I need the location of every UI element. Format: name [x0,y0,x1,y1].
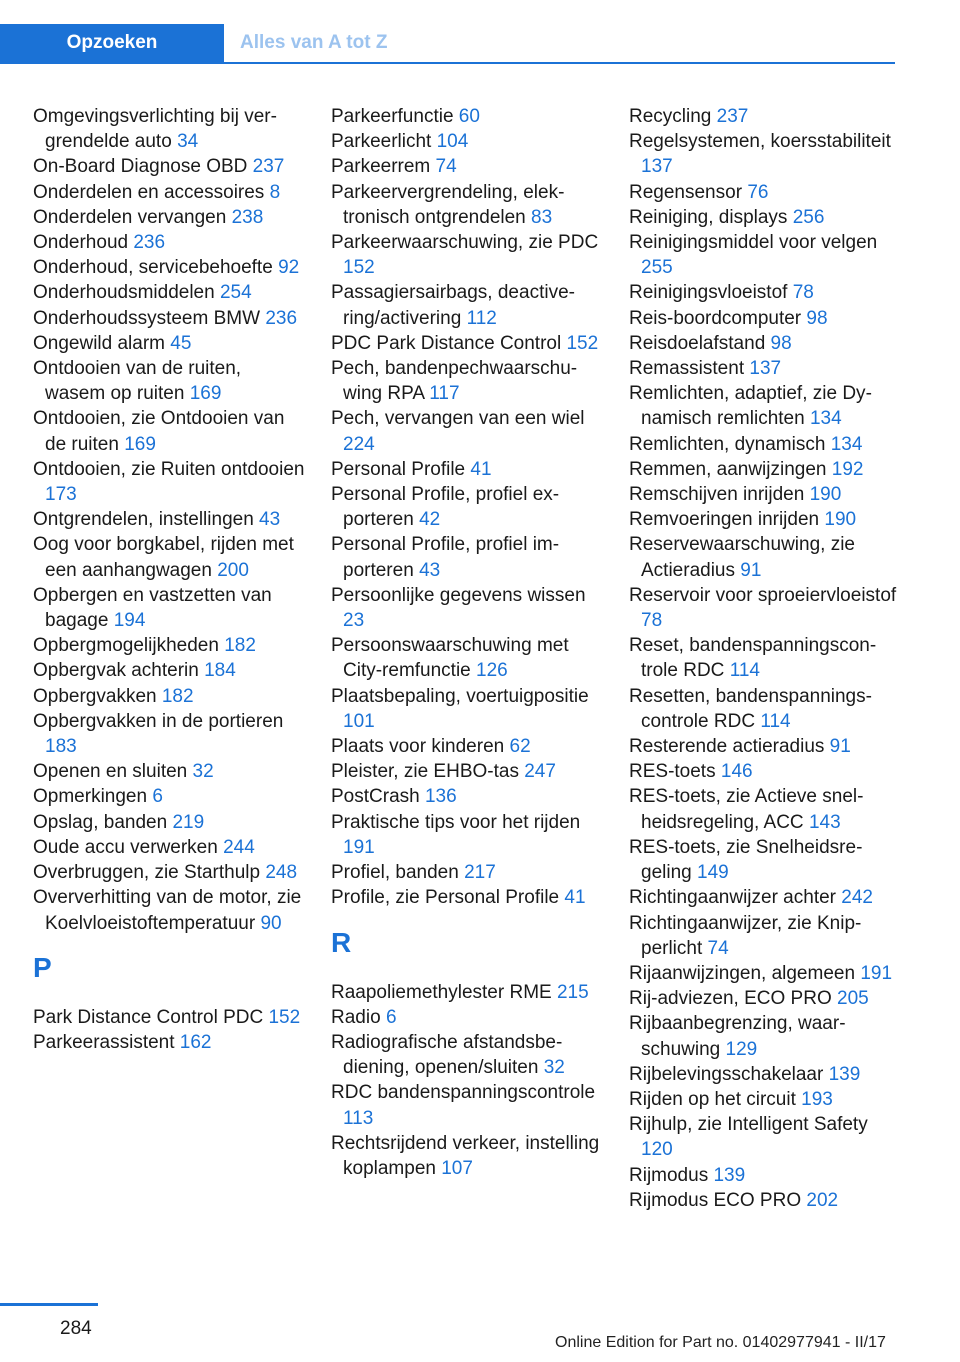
index-entry [629,835,901,885]
index-entry-term: Radiografische afstandsbediening, openen/sluiten [331,1031,563,1079]
index-entry-term: Opbergmogelijkheden [33,635,219,657]
index-page-link[interactable]: 120 [641,1139,673,1161]
index-entry [629,280,901,305]
index-page-link[interactable]: 107 [441,1157,473,1179]
index-entry-term: Ontdooien, zie Ruiten ontdooien [33,458,305,480]
index-entry [33,860,305,885]
index-entry-term: Reservewaarschuwing, zie Actieradius [629,534,855,581]
index-entry [33,406,305,456]
index-entry-term: Openen en sluiten [33,761,188,783]
index-letter-heading: P [33,951,52,983]
index-entry-term: Regelsystemen, koersstabiliteit [629,131,891,153]
index-page-link[interactable]: 137 [749,358,782,380]
index-entry-term: Richtingaanwijzer achter [629,887,836,909]
index-entry-term: Rijmodus ECO PRO [629,1189,802,1211]
index-page-link[interactable]: 114 [760,710,791,732]
index-entry [331,331,603,356]
index-page-link[interactable]: 143 [808,811,841,833]
index-entry [629,1062,901,1087]
index-page-link[interactable]: 193 [801,1088,833,1110]
index-entry-term: Personal Profile, profiel importeren [331,534,560,581]
index-entry [629,1188,901,1213]
index-entry [33,331,305,356]
index-entry-term: Plaats voor kinderen [331,736,505,758]
index-entry [33,280,305,305]
index-page-link[interactable]: 6 [385,1006,397,1028]
index-entry [629,381,901,431]
index-page-link[interactable]: 139 [713,1164,746,1186]
index-entry-term: Rijden op het circuit [629,1088,796,1110]
index-entry [331,457,603,482]
index-entry [33,180,305,205]
index-entry-term: Persoonswaarschuwing met City-remfunctie [331,635,569,682]
index-entry-term: Opbergen en vastzetten van bagage [33,584,272,632]
index-page-link[interactable]: 117 [429,383,460,405]
index-page-link[interactable]: 83 [531,206,553,228]
index-page-link[interactable]: 101 [343,710,375,732]
index-entry-term: Oog voor borgkabel, rijden met een aanhangwagen [33,534,294,581]
index-entry [629,1112,901,1162]
index-entry [33,810,305,835]
index-page-link[interactable]: 76 [747,181,769,203]
index-entry-term: Onderhoud [33,232,129,254]
index-entry-term: Reiniging, displays [629,206,788,228]
index-entry-term: Radio [331,1006,381,1028]
page-number: 284 [60,1318,92,1339]
edition-note: Online Edition for Part no. 01402977941 - II/17 [555,1334,886,1351]
index-entry [331,104,603,129]
index-entry [331,1131,603,1181]
index-page-link[interactable]: 184 [204,660,236,682]
index-page-link[interactable]: 32 [543,1057,565,1079]
index-page-link[interactable]: 137 [641,156,673,178]
index-page-link[interactable]: 247 [524,761,556,783]
index-page-link[interactable]: 43 [419,559,441,581]
index-page-link[interactable]: 113 [343,1107,374,1129]
index-entry [33,230,305,255]
index-page-link[interactable]: 34 [177,131,199,153]
index-entry [629,306,901,331]
index-page-link[interactable]: 256 [792,206,825,228]
index-page-link[interactable]: 169 [189,383,222,405]
index-entry [629,1011,901,1061]
index-entry [33,154,305,179]
index-entry-term: Rijbaanbegrenzing, waarschuwing [629,1013,846,1060]
index-page-link[interactable]: 182 [161,685,194,707]
index-entry-term: Onderhoud, servicebehoefte [33,257,273,279]
index-page-link[interactable]: 191 [343,836,375,858]
index-entry [629,331,901,356]
index-entry-term: Park Distance Control PDC [33,1006,264,1028]
index-page-link[interactable]: 91 [829,736,851,758]
index-page-link[interactable]: 114 [729,660,760,682]
index-entry [331,356,603,406]
index-entry [33,255,305,280]
index-entry-term: Profiel, banden [331,862,459,884]
index-entry-term: Reis-boordcomputer [629,307,802,329]
index-entry-term: Parkeerlicht [331,131,432,153]
index-page-link[interactable]: 134 [809,408,842,430]
index-entry [629,230,901,280]
index-page-link[interactable]: 8 [269,181,281,203]
index-entry-term: Profile, zie Personal Profile [331,887,560,909]
index-entry [33,507,305,532]
index-entry [629,180,901,205]
index-entry-term: Personal Profile, profiel exporteren [331,484,560,531]
index-entry-term: Rij-adviezen, ECO PRO [629,988,832,1010]
index-entry [629,684,901,734]
index-page-link[interactable]: 139 [828,1063,861,1085]
index-page-link[interactable]: 162 [179,1031,212,1053]
index-entry [629,759,901,784]
index-entry-term: Resterende actieradius [629,736,825,758]
index-entry [33,684,305,709]
tab-alles-van-a-tot-z[interactable]: Alles van A tot Z [240,32,388,53]
index-entry [331,406,603,456]
index-page-link[interactable]: 191 [860,962,893,984]
index-column-3 [629,104,901,1213]
index-page-link[interactable]: 74 [435,156,457,178]
index-entry [629,583,901,633]
index-entry [33,633,305,658]
index-entry [629,633,901,683]
index-entry-term: Rijaanwijzingen, algemeen [629,962,856,984]
index-page-link[interactable]: 242 [841,887,873,909]
index-page-link[interactable]: 236 [265,307,298,329]
index-page-link[interactable]: 217 [464,862,496,884]
index-entry-term: Parkeerwaarschuwing, zie PDC [331,232,599,254]
index-page-link[interactable]: 200 [217,559,249,581]
index-page-link[interactable]: 149 [697,862,729,884]
index-page-link[interactable]: 152 [343,257,375,279]
index-entry-term: Regensensor [629,181,743,203]
index-page-link[interactable]: 60 [458,106,480,127]
index-entry-term: Oververhitting van de motor, zie Koelvloeistoftemperatuur [33,887,302,934]
index-entry [331,532,603,582]
index-entry [629,532,901,582]
index-page-link[interactable]: 194 [113,610,146,632]
index-page-link[interactable]: 237 [252,156,285,178]
index-entry [33,583,305,633]
chapter-tab-bar [0,24,895,64]
index-page-link[interactable]: 112 [466,307,497,329]
index-entry-term: Pech, bandenpechwaarschuwing RPA [331,358,578,405]
index-entry-term: Onderdelen en accessoires [33,181,265,203]
index-page-link[interactable]: 202 [806,1189,839,1211]
index-entry [331,860,603,885]
index-entry [331,810,603,860]
index-page-link[interactable]: 41 [564,887,586,909]
index-entry [33,104,305,154]
index-entry [629,885,901,910]
index-entry-term: Parkeervergrendeling, elektronisch ontgrendelen [331,181,565,228]
index-entry-term: RES-toets, zie Actieve snelheidsregeling, ACC [629,786,864,833]
index-entry [33,457,305,507]
index-entry-term: Onderhoudsmiddelen [33,282,215,304]
index-page-link[interactable]: 152 [566,332,599,354]
index-entry-term: Persoonlijke gegevens wissen [331,584,586,606]
index-page-link[interactable]: 244 [223,836,255,858]
index-entry [629,507,901,532]
index-page-link[interactable]: 6 [152,786,163,808]
index-entry-term: Personal Profile [331,458,466,480]
index-entry-term: Omgevingsverlichting bij vergrendelde auto [33,106,277,153]
index-entry [331,583,603,633]
index-entry [331,980,603,1005]
index-page-link[interactable]: 23 [343,610,365,632]
index-entry-term: Reisdoelafstand [629,332,766,354]
index-entry [33,1030,305,1055]
index-entry [33,784,305,809]
index-page-link[interactable]: 254 [219,282,252,304]
index-page-link[interactable]: 90 [260,912,282,934]
index-entry-term: Praktische tips voor het rijden [331,811,581,833]
index-entry [331,1005,603,1030]
index-page-link[interactable]: 192 [831,458,864,480]
index-page-link[interactable]: 62 [509,736,531,758]
index-page-link[interactable]: 91 [740,559,762,581]
index-page-link[interactable]: 152 [268,1006,301,1028]
index-entry-term: Remschijven inrijden [629,484,805,506]
index-entry-term: Richtingaanwijzer, zie Knipperlicht [629,912,862,959]
index-page-link[interactable]: 126 [476,660,508,682]
index-entry [331,482,603,532]
index-page-link[interactable]: 224 [343,433,375,455]
index-entry-term: Rijbelevingsschakelaar [629,1063,824,1085]
index-entry-term: Opbergvakken in de portieren [33,710,284,732]
index-page-link[interactable]: 134 [830,433,863,455]
footer-rule [0,1303,98,1306]
index-entry [33,835,305,860]
index-page-link[interactable]: 41 [470,458,492,480]
index-page-link[interactable]: 169 [124,433,156,455]
index-page-link[interactable]: 236 [133,232,166,254]
index-entry-term: RDC bandenspanningscontrole [331,1082,596,1104]
index-entry-term: Remassistent [629,358,745,380]
index-entry-term: Onderdelen vervangen [33,206,227,228]
index-entry [629,784,901,834]
index-page-link[interactable]: 182 [224,635,256,657]
index-entry [629,734,901,759]
index-page-link[interactable]: 43 [259,509,281,531]
index-entry-term: Rijhulp, zie Intelligent Safety [629,1114,868,1136]
index-entry-term: Oude accu verwerken [33,836,218,858]
index-column-1 [33,104,305,1055]
index-entry-term: Opbergvak achterin [33,660,199,682]
index-entry [331,684,603,734]
index-page-link[interactable]: 190 [809,484,842,506]
index-entry-term: Reinigingsvloeistof [629,282,788,304]
index-entry [629,205,901,230]
index-page-link[interactable]: 98 [770,332,792,354]
index-entry-term: Parkeerfunctie [331,106,454,127]
index-entry-term: Raapoliemethylester RME [331,981,552,1003]
index-entry [331,633,603,683]
index-entry-term: Recycling [629,106,712,127]
index-entry [629,961,901,986]
index-page-link[interactable]: 205 [837,988,869,1010]
index-page-link[interactable]: 129 [725,1038,758,1060]
index-entry-term: PDC Park Distance Control [331,332,562,354]
index-entry [33,205,305,230]
index-column-2 [331,104,603,1181]
index-entry-term: Parkeerrem [331,156,431,178]
index-page-link[interactable]: 183 [45,736,77,758]
index-page-link[interactable]: 74 [707,937,729,959]
index-entry [629,986,901,1011]
index-entry [629,911,901,961]
index-page-link[interactable]: 255 [641,257,673,279]
index-entry-term: Resetten, bandenspanningscontrole RDC [629,685,872,732]
index-entry [331,784,603,809]
index-entry-term: Reset, bandenspanningscontrole RDC [629,635,877,682]
index-entry [331,734,603,759]
index-entry-term: Remlichten, dynamisch [629,433,826,455]
index-page-link[interactable]: 248 [265,862,298,884]
index-entry-term: Reservoir voor sproeiervloeistof [629,584,897,606]
index-page-link[interactable]: 238 [231,206,264,228]
index-entry [33,532,305,582]
index-entry [33,759,305,784]
index-page-link[interactable]: 215 [556,981,589,1003]
index-entry-term: Parkeerassistent [33,1031,175,1053]
index-page-link[interactable]: 42 [419,509,441,531]
index-entry-term: Ongewild alarm [33,332,165,354]
index-entry [629,1163,901,1188]
index-entry-term: On-Board Diagnose OBD [33,156,248,178]
index-entry-term: Overbruggen, zie Starthulp [33,862,261,884]
index-page-link[interactable]: 32 [192,761,214,783]
index-page-link[interactable]: 237 [716,106,749,127]
index-page-link[interactable]: 104 [436,131,469,153]
index-entry [33,306,305,331]
index-letter-heading: R [331,926,352,958]
index-entry-term: Reinigingsmiddel voor velgen [629,232,878,254]
index-entry-term: Remlichten, adaptief, zie Dynamisch remlichten [629,383,872,430]
index-entry-term: Opslag, banden [33,811,168,833]
index-entry [33,1005,305,1030]
index-entry [331,180,603,230]
index-entry-term: Pech, vervangen van een wiel [331,408,585,430]
index-entry-term: Remmen, aanwijzingen [629,458,827,480]
index-page-link[interactable]: 78 [792,282,814,304]
index-page-link[interactable]: 92 [278,257,300,279]
index-entry-term: Ontdooien, zie Ontdooien van de ruiten [33,408,285,455]
index-entry [331,1030,603,1080]
index-entry-term: Opbergvakken [33,685,157,707]
index-page-link[interactable]: 190 [824,509,857,531]
index-entry-term: Ontdooien van de ruiten, wasem op ruiten [33,358,242,405]
index-page-link[interactable]: 98 [806,307,828,329]
index-page-link[interactable]: 78 [641,610,663,632]
index-entry [331,154,603,179]
index-entry [331,129,603,154]
index-entry-term: Rechtsrijdend verkeer, instelling koplampen [331,1132,600,1179]
index-entry-term: RES-toets, zie Snelheidsregeling [629,836,863,884]
tab-opzoeken[interactable]: Opzoeken [0,24,224,62]
index-page-link[interactable]: 173 [45,484,77,506]
index-entry [629,457,901,482]
index-entry-term: Passagiersairbags, deactivering/activering [331,282,575,329]
index-entry [331,759,603,784]
index-entry [331,230,603,280]
index-entry-term: RES-toets [629,761,716,783]
index-entry-term: Pleister, zie EHBO-tas [331,761,519,783]
index-entry [629,1087,901,1112]
index-entry [33,356,305,406]
index-page-link[interactable]: 219 [172,811,205,833]
index-entry [629,432,901,457]
index-entry [33,885,305,935]
index-entry-term: Onderhoudssysteem BMW [33,307,261,329]
index-entry-term: Ontgrendelen, instellingen [33,509,254,531]
index-page-link[interactable]: 146 [720,761,753,783]
index-entry-term: Plaatsbepaling, voertuigpositie [331,685,589,707]
index-page-link[interactable]: 136 [424,786,457,808]
index-entry [331,885,603,910]
index-page-link[interactable]: 45 [170,332,192,354]
index-entry [33,709,305,759]
index-entry [629,482,901,507]
index-entry [331,1080,603,1130]
index-entry [629,104,901,129]
index-entry-term: Rijmodus [629,1164,709,1186]
index-entry [629,356,901,381]
index-entry [629,129,901,179]
index-entry [33,658,305,683]
index-entry-term: PostCrash [331,786,420,808]
index-entry-term: Opmerkingen [33,786,148,808]
index-entry-term: Remvoeringen inrijden [629,509,820,531]
index-entry [331,280,603,330]
